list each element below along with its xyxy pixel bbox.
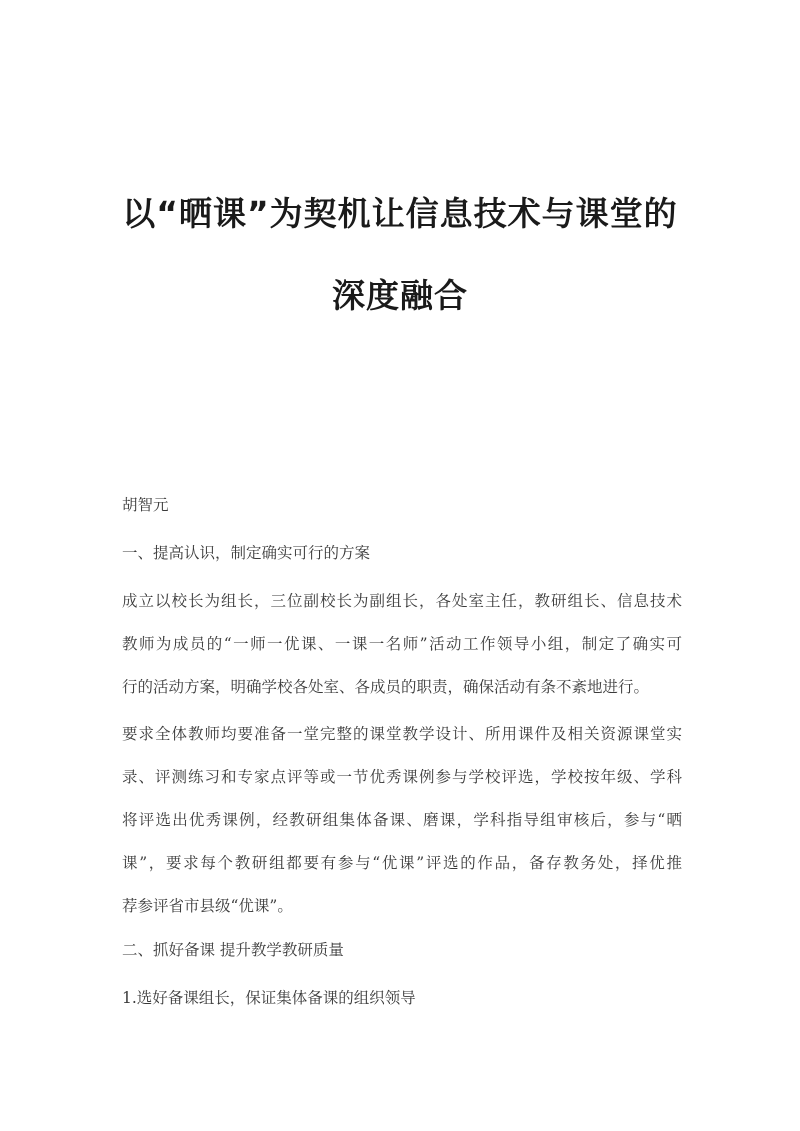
section-heading-2: 二、抓好备课 提升教学教研质量 xyxy=(122,941,344,959)
document-title-line-2: 深度融合 xyxy=(332,276,468,315)
paragraph-1 xyxy=(122,590,682,719)
section-heading-1: 一、提高认识，制定确实可行的方案 xyxy=(122,544,371,562)
paragraph-line: 将评选出优秀课例，经教研组集体备课、磨课，学科指导组审核后，参与“晒 xyxy=(122,811,682,829)
paragraph-line: 录、评测练习和专家点评等或一节优秀课例参与学校评选，学校按年级、学科 xyxy=(122,768,682,786)
subsection-heading-1: 1.选好备课组长，保证集体备课的组织领导 xyxy=(122,989,416,1007)
paragraph-line: 要求全体教师均要准备一堂完整的课堂教学设计、所用课件及相关资源课堂实 xyxy=(122,725,682,743)
paragraph-line: 课”，要求每个教研组都要有参与“优课”评选的作品，备存教务处，择优推 xyxy=(122,854,682,872)
document-title-line-1: 以“晒课”为契机让信息技术与课堂的 xyxy=(122,194,678,233)
paragraph-line: 荐参评省市县级“优课”。 xyxy=(122,897,293,915)
paragraph-line: 成立以校长为组长，三位副校长为副组长，各处室主任，教研组长、信息技术 xyxy=(122,592,682,610)
author-name: 胡智元 xyxy=(122,496,169,514)
paragraph-line: 行的活动方案，明确学校各处室、各成员的职责，确保活动有条不紊地进行。 xyxy=(122,678,650,696)
paragraph-line: 教师为成员的“一师一优课、一课一名师”活动工作领导小组，制定了确实可 xyxy=(122,635,682,653)
paragraph-2 xyxy=(122,723,682,938)
